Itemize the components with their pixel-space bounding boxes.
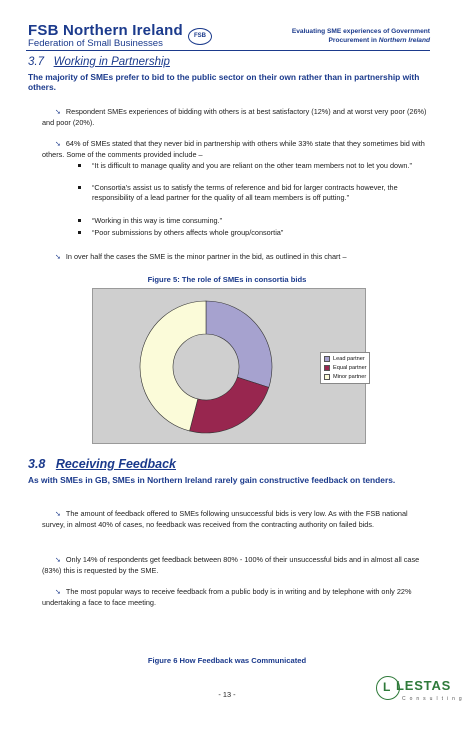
lestas-subtitle: Consulting — [402, 696, 466, 702]
document-header-title — [255, 27, 430, 45]
paragraph-bidding-experience: ➘ Respondent SMEs experiences of bidding with others is at best satisfactory (12%) and at worst very poor (26%) and poor (20%). — [42, 107, 427, 127]
header-divider — [26, 50, 430, 51]
fsb-logo-badge: FSB — [188, 28, 212, 45]
fsb-logo-subtitle: Federation of Small Businesses — [28, 38, 163, 49]
paragraph-feedback-requested: ➘ Only 14% of respondents get feedback between 80% - 100% of their unsuccessful bids and in almost all case (83%) this is requested by the SME. — [42, 555, 420, 575]
paragraph-feedback-amount: ➘ The amount of feedback offered to SMEs following unsuccessful bids is very low. As with the FSB national survey, in almost 40% of cases, no feedback was received from the contracting authority on failed bids. — [42, 509, 408, 529]
arrow-bullet-icon: ➘ — [55, 511, 61, 518]
legend-swatch — [324, 356, 330, 362]
donut-slice-equal-partner — [190, 377, 269, 433]
header-title-line1: Evaluating SME experiences of Government — [291, 28, 430, 35]
quote-item: “Poor submissions by others affects whole group/consortia” — [92, 228, 430, 238]
chart-legend — [320, 352, 370, 384]
square-bullet-icon — [78, 219, 81, 222]
section-number: 3.7 — [28, 56, 44, 68]
paragraph-feedback-methods: ➘ The most popular ways to receive feedback from a public body is in writing and by telephone with only 22% undertaking a face to face meeting. — [42, 587, 412, 607]
section-3-7-heading — [28, 56, 170, 68]
arrow-bullet-icon: ➘ — [55, 141, 61, 148]
arrow-bullet-icon: ➘ — [55, 589, 61, 596]
arrow-bullet-icon: ➘ — [55, 557, 61, 564]
lestas-wordmark: LESTAS — [396, 678, 452, 693]
square-bullet-icon — [78, 164, 81, 167]
paragraph-partnership-stats: ➘ 64% of SMEs stated that they never bid in partnership with others while 33% state that they sometimes bid with others. Some of the comments provided include – — [42, 139, 425, 159]
figure-5-caption: Figure 5: The role of SMEs in consortia bids — [147, 275, 307, 284]
section-title: Working in Partnership — [53, 56, 170, 68]
arrow-bullet-icon: ➘ — [55, 109, 61, 116]
section-title: Receiving Feedback — [55, 457, 177, 471]
fsb-logo-title: FSB Northern Ireland — [28, 22, 183, 39]
figure-6-caption: Figure 6 How Feedback was Communicated — [147, 656, 307, 665]
arrow-bullet-icon: ➘ — [55, 254, 61, 261]
header-title-line2: Procurement in Northern Ireland — [328, 37, 430, 44]
legend-item-equal-partner: Equal partner — [324, 364, 367, 372]
consortia-role-chart — [92, 288, 366, 444]
donut-slice-lead-partner — [206, 301, 272, 387]
square-bullet-icon — [78, 186, 81, 189]
quote-item: “Working in this way is time consuming.” — [92, 216, 430, 226]
legend-swatch — [324, 365, 330, 371]
quote-item: “It is difficult to manage quality and you are reliant on the other team members not to let you down.” — [92, 161, 430, 171]
legend-swatch — [324, 374, 330, 380]
legend-item-lead-partner: Lead partner — [324, 355, 365, 363]
lestas-logo: L LESTAS Consulting — [374, 674, 454, 714]
legend-item-minor-partner: Minor partner — [324, 373, 366, 381]
section-3-8-lead: As with SMEs in GB, SMEs in Northern Ireland rarely gain constructive feedback on tenders. — [28, 475, 396, 485]
section-3-8-heading — [28, 457, 176, 471]
section-number: 3.8 — [28, 457, 46, 471]
paragraph-minor-partner: ➘ In over half the cases the SME is the minor partner in the bid, as outlined in this chart – — [55, 252, 347, 261]
square-bullet-icon — [78, 231, 81, 234]
quote-item: “Consortia’s assist us to satisfy the terms of reference and bid for larger contracts however, the responsibility of a lead partner for the quality of all team members is off putting.” — [92, 183, 430, 202]
page-number: - 13 - — [218, 690, 236, 699]
section-3-7-lead: The majority of SMEs prefer to bid to the public sector on their own rather than in partnership with others. — [28, 72, 420, 93]
